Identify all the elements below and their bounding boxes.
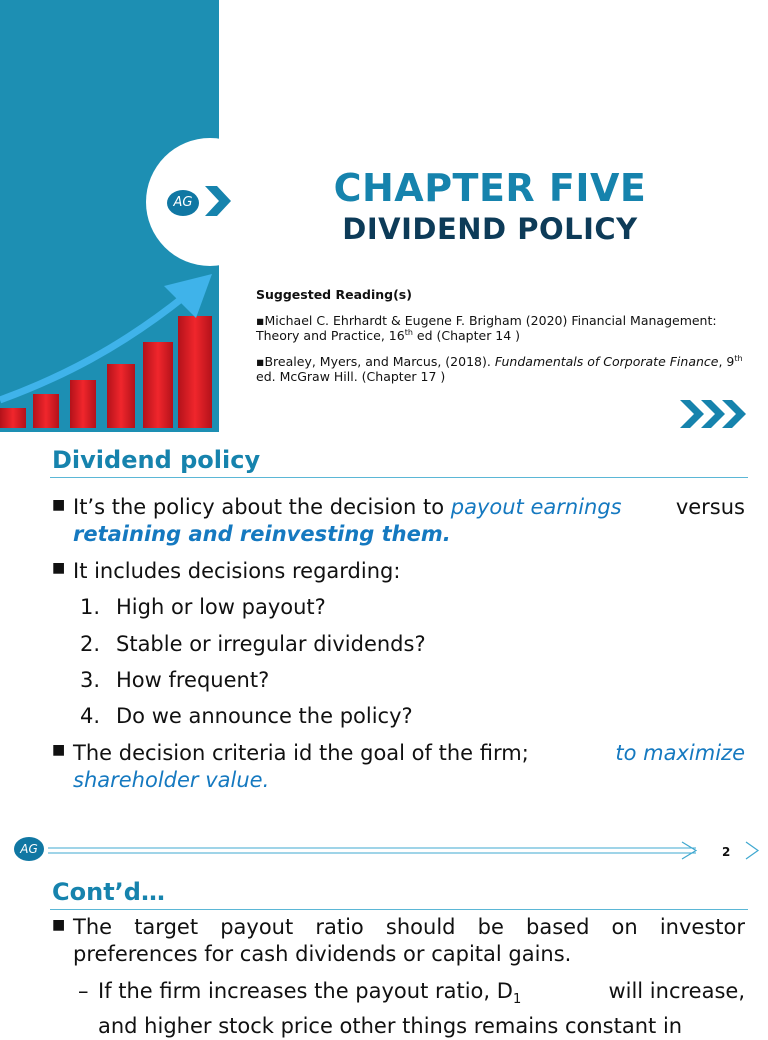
bullet-marker: ■ xyxy=(52,917,66,933)
sub-bullet-dash: – xyxy=(78,979,89,1003)
slide-title: Cont’d… xyxy=(52,878,165,906)
list-item: How frequent? xyxy=(116,668,270,692)
suggested-readings xyxy=(256,287,746,395)
triple-chevron-icon xyxy=(680,398,750,432)
chapter-title: CHAPTER FIVE xyxy=(333,166,647,210)
reference-item: ▪Brealey, Myers, and Marcus, (2018). Fundamentals of Corporate Finance, 9th ed. McGraw Hill. (Chapter 17 ) xyxy=(256,353,743,384)
title-rule xyxy=(50,909,748,910)
list-item: High or low payout? xyxy=(116,595,326,619)
readings-heading: Suggested Reading(s) xyxy=(256,287,412,302)
list-item: Stable or irregular dividends? xyxy=(116,632,426,656)
bullet-marker: ■ xyxy=(52,560,66,576)
footer-ag-badge: AG xyxy=(14,837,44,861)
chevron-right-icon xyxy=(203,186,233,216)
title-rule xyxy=(50,477,748,478)
bullet-decisions: It includes decisions regarding: xyxy=(73,559,401,583)
list-number: 4. xyxy=(80,704,101,728)
bullet-policy-definition: It’s the policy about the decision to payout earnings versus retaining and reinvesting them. xyxy=(73,495,745,546)
slide-number: 2 xyxy=(722,845,731,859)
bullet-marker: ■ xyxy=(52,497,66,513)
chapter-subtitle: DIVIDEND POLICY xyxy=(342,212,638,246)
growth-chart-graphic xyxy=(0,268,219,432)
bullet-marker: ■ xyxy=(52,742,66,758)
bullet-decision-criteria: The decision criteria id the goal of the firm; to maximize shareholder value. xyxy=(73,741,745,792)
bullet-target-payout: The target payout ratio should be based on investor preferences for cash dividends or capital gains. xyxy=(73,915,745,966)
reference-item: ▪Michael C. Ehrhardt & Eugene F. Brigham (2020) Financial Management: Theory and Practice, 16th ed (Chapter 14 ) xyxy=(256,312,717,343)
list-item: Do we announce the policy? xyxy=(116,704,413,728)
list-number: 3. xyxy=(80,668,101,692)
title-slide xyxy=(0,0,768,432)
list-number: 1. xyxy=(80,595,101,619)
list-number: 2. xyxy=(80,632,101,656)
footer-arrow-lines xyxy=(46,840,768,862)
ag-logo-badge: AG xyxy=(167,190,199,216)
sub-bullet-payout-increase: If the firm increases the payout ratio, $D_1$ will increase, and higher stock price other things remains constant in xyxy=(98,979,745,1039)
slide-title: Dividend policy xyxy=(52,446,261,474)
